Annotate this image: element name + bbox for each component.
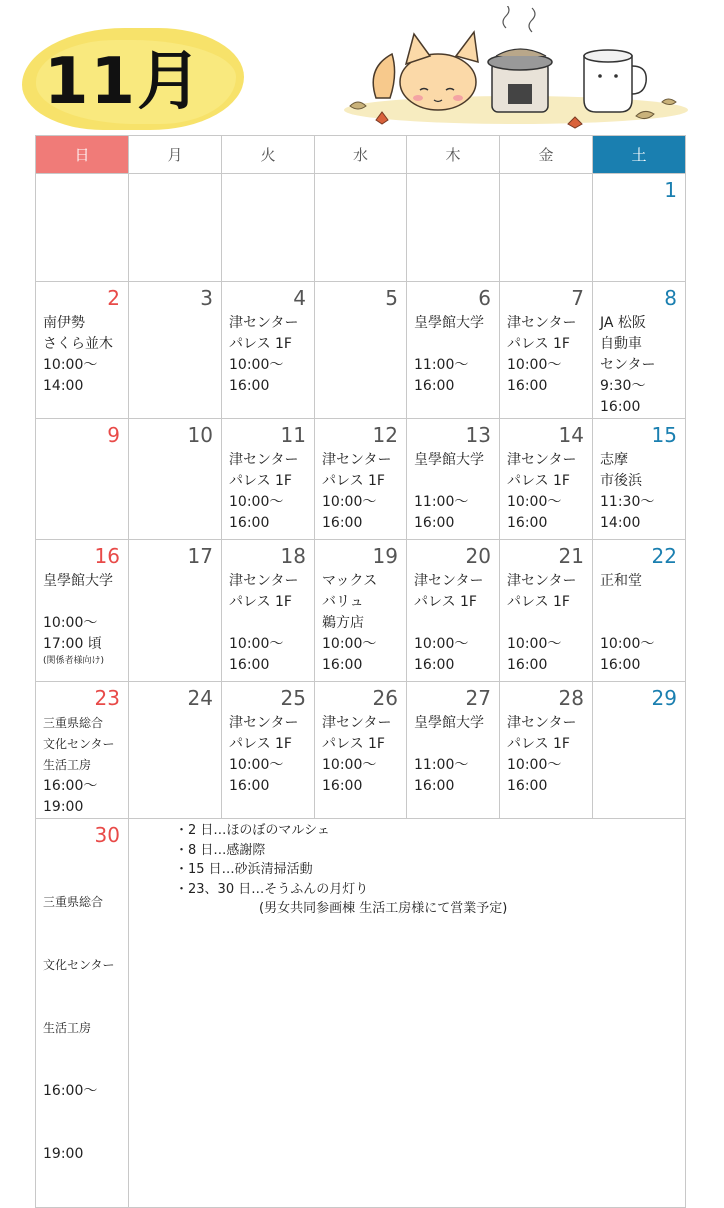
event-line: 文化センター <box>43 737 115 751</box>
event-line: パレス 1F <box>414 594 477 610</box>
event-line: パレス 1F <box>507 594 570 610</box>
event-line: 14:00 <box>600 515 641 531</box>
day-cell <box>315 419 407 540</box>
day-number: 23 <box>94 686 120 710</box>
event-line: 10:00〜 <box>414 636 469 652</box>
event-line: 16:00 <box>414 515 455 531</box>
event-line: 津センター <box>229 315 299 331</box>
event-line: 10:00〜 <box>507 636 562 652</box>
event-text <box>222 710 314 797</box>
day-cell <box>129 682 222 819</box>
event-line <box>507 613 592 634</box>
weekday-thu: 木 <box>407 136 500 174</box>
event-line: 10:00〜 <box>229 636 284 652</box>
event-text <box>407 447 499 534</box>
note-item: ・8 日…感謝際 <box>175 842 266 858</box>
day-cell <box>222 419 315 540</box>
day-number: 2 <box>107 286 120 310</box>
event-line: 11:00〜 <box>414 494 469 510</box>
day-number: 14 <box>558 423 584 447</box>
day-number: 10 <box>187 423 213 447</box>
event-line: 津センター <box>322 452 392 468</box>
week-row <box>36 540 686 682</box>
day-number: 1 <box>664 178 677 202</box>
day-number <box>500 174 592 178</box>
week-row <box>36 419 686 540</box>
event-line: 11:00〜 <box>414 757 469 773</box>
event-line: 16:00 <box>229 778 270 794</box>
event-text <box>407 568 499 676</box>
notes-cell <box>129 819 686 1208</box>
event-line: 16:00 <box>600 399 641 415</box>
event-line: 三重県総合 <box>43 716 104 730</box>
event-text <box>500 710 592 797</box>
event-line: 16:00 <box>414 657 455 673</box>
month-title: 11月 <box>44 45 204 119</box>
event-line: 11:30〜 <box>600 494 655 510</box>
note-item: ・2 日…ほのぼのマルシェ <box>175 823 330 838</box>
event-line: 生活工房 <box>43 1021 92 1035</box>
event-line: 津センター <box>229 573 299 589</box>
day-cell <box>315 282 407 419</box>
event-text <box>500 447 592 534</box>
week-row <box>36 682 686 819</box>
event-line: パレス 1F <box>229 336 292 352</box>
event-line <box>600 613 685 634</box>
day-number: 29 <box>651 686 677 710</box>
day-cell <box>593 682 686 819</box>
day-cell <box>407 540 500 682</box>
event-line: パレス 1F <box>507 736 570 752</box>
event-line: 鵜方店 <box>322 615 364 631</box>
event-line <box>600 592 685 613</box>
event-line: センター <box>600 357 656 373</box>
event-text <box>500 310 592 397</box>
event-line: 津センター <box>414 573 484 589</box>
event-line <box>229 613 314 634</box>
event-line: 16:00 <box>600 657 641 673</box>
event-line: 16:00 <box>229 378 270 394</box>
event-line: パレス 1F <box>507 473 570 489</box>
day-cell <box>315 540 407 682</box>
week-row <box>36 174 686 282</box>
weekday-tue: 火 <box>222 136 315 174</box>
event-line: 10:00〜 <box>229 757 284 773</box>
event-text <box>222 310 314 397</box>
day-cell <box>36 174 129 282</box>
event-line: 9:30〜 <box>600 378 646 394</box>
event-line: 16:00 <box>229 657 270 673</box>
event-line: 10:00〜 <box>43 615 98 631</box>
week-row <box>36 282 686 419</box>
event-line: 16:00 <box>507 378 548 394</box>
day-number: 4 <box>293 286 306 310</box>
day-number: 17 <box>187 544 213 568</box>
day-cell <box>36 819 129 1208</box>
event-line: 10:00〜 <box>507 494 562 510</box>
event-line: 10:00〜 <box>229 357 284 373</box>
event-line: 市後浜 <box>600 473 642 489</box>
day-cell <box>407 282 500 419</box>
day-cell <box>129 540 222 682</box>
event-line: 11:00〜 <box>414 357 469 373</box>
day-number: 30 <box>94 823 120 847</box>
event-text <box>222 447 314 534</box>
event-line: 10:00〜 <box>507 357 562 373</box>
event-text <box>36 847 128 1207</box>
day-cell <box>222 540 315 682</box>
event-line: 10:00〜 <box>322 636 377 652</box>
event-line: 17:00 頃 <box>43 636 102 652</box>
event-note: (関係者様向け) <box>43 656 105 666</box>
weekday-sat: 土 <box>593 136 686 174</box>
day-number: 7 <box>571 286 584 310</box>
note-item: ・23、30 日…そうふんの月灯り <box>175 881 369 897</box>
day-cell <box>593 282 686 419</box>
day-cell <box>593 419 686 540</box>
event-line <box>414 613 499 634</box>
day-number: 20 <box>465 544 491 568</box>
event-line: 正和堂 <box>600 573 642 589</box>
day-cell <box>500 419 593 540</box>
event-line: 16:00 <box>507 515 548 531</box>
header <box>0 0 724 136</box>
event-text <box>593 310 685 418</box>
event-line: マックス <box>322 573 378 589</box>
day-cell <box>500 682 593 819</box>
day-number: 5 <box>385 286 398 310</box>
event-line: 16:00〜 <box>43 778 98 794</box>
day-cell <box>407 682 500 819</box>
event-line: 津センター <box>507 715 577 731</box>
day-number: 24 <box>187 686 213 710</box>
event-line: 皇學館大学 <box>43 573 113 589</box>
day-cell <box>593 174 686 282</box>
event-text <box>500 568 592 676</box>
event-text <box>315 568 406 676</box>
day-number: 3 <box>200 286 213 310</box>
day-cell <box>36 282 129 419</box>
event-text <box>593 568 685 676</box>
event-line: パレス 1F <box>507 336 570 352</box>
weekday-mon: 月 <box>129 136 222 174</box>
event-line: 10:00〜 <box>322 757 377 773</box>
event-line <box>414 334 499 355</box>
day-number <box>407 174 499 178</box>
event-line: パレス 1F <box>229 473 292 489</box>
week-row-last <box>36 819 686 1208</box>
event-text <box>36 568 128 667</box>
day-cell <box>222 682 315 819</box>
event-line: 志摩 <box>600 452 628 468</box>
event-text <box>407 710 499 797</box>
day-cell <box>407 419 500 540</box>
event-line <box>414 734 499 755</box>
day-cell <box>36 419 129 540</box>
event-line: 生活工房 <box>43 758 92 772</box>
day-cell <box>500 540 593 682</box>
event-line: 三重県総合 <box>43 895 104 909</box>
event-line: 10:00〜 <box>600 636 655 652</box>
weekday-header-row <box>36 136 686 174</box>
day-cell <box>36 540 129 682</box>
event-line: 津センター <box>507 452 577 468</box>
day-number: 9 <box>107 423 120 447</box>
day-cell <box>129 419 222 540</box>
day-number <box>315 174 406 178</box>
day-cell <box>222 174 315 282</box>
day-cell <box>315 174 407 282</box>
day-number: 8 <box>664 286 677 310</box>
event-line: 皇學館大学 <box>414 452 484 468</box>
event-line: 津センター <box>507 573 577 589</box>
day-cell <box>407 174 500 282</box>
event-line: 10:00〜 <box>322 494 377 510</box>
day-number: 22 <box>651 544 677 568</box>
event-line: 津センター <box>322 715 392 731</box>
notes-list <box>129 819 685 919</box>
event-line: 16:00 <box>414 378 455 394</box>
day-cell <box>315 682 407 819</box>
event-line: 19:00 <box>43 1146 84 1162</box>
day-cell <box>129 174 222 282</box>
event-line: 16:00 <box>322 657 363 673</box>
event-line: パレス 1F <box>322 736 385 752</box>
day-cell <box>500 282 593 419</box>
event-line: 16:00 <box>507 657 548 673</box>
event-line: 10:00〜 <box>229 494 284 510</box>
day-number <box>36 174 128 178</box>
note-item: ・15 日…砂浜清掃活動 <box>175 862 313 877</box>
day-cell <box>500 174 593 282</box>
event-line: 16:00 <box>229 515 270 531</box>
day-number: 25 <box>280 686 306 710</box>
event-line <box>414 471 499 492</box>
event-line: パレス 1F <box>322 473 385 489</box>
day-number: 16 <box>94 544 120 568</box>
day-number: 21 <box>558 544 584 568</box>
day-number: 19 <box>372 544 398 568</box>
event-text <box>315 447 406 534</box>
day-number: 28 <box>558 686 584 710</box>
event-line: 10:00〜 <box>507 757 562 773</box>
event-line: 10:00〜 <box>43 357 98 373</box>
fox-and-grill-illustration <box>336 6 692 134</box>
day-number: 6 <box>478 286 491 310</box>
event-line: 皇學館大学 <box>414 315 484 331</box>
event-line: 南伊勢 <box>43 315 85 331</box>
event-line: 自動車 <box>600 336 642 352</box>
event-line: さくら並木 <box>43 336 113 352</box>
event-line: 16:00〜 <box>43 1083 98 1099</box>
weekday-fri: 金 <box>500 136 593 174</box>
event-text <box>593 447 685 534</box>
event-text <box>407 310 499 397</box>
weekday-wed: 水 <box>315 136 407 174</box>
event-text <box>36 710 128 818</box>
event-line: 津センター <box>229 452 299 468</box>
event-line <box>43 592 128 613</box>
event-text <box>36 310 128 397</box>
day-cell <box>129 282 222 419</box>
day-number <box>222 174 314 178</box>
event-line: 16:00 <box>322 515 363 531</box>
event-line: 16:00 <box>507 778 548 794</box>
event-line: 皇學館大学 <box>414 715 484 731</box>
event-line: 14:00 <box>43 378 84 394</box>
event-line: 19:00 <box>43 799 84 815</box>
event-line: バリュ <box>322 594 364 610</box>
calendar-grid <box>35 135 686 1208</box>
day-cell <box>222 282 315 419</box>
day-number: 27 <box>465 686 491 710</box>
day-number: 18 <box>280 544 306 568</box>
event-text <box>222 568 314 676</box>
day-number: 26 <box>372 686 398 710</box>
day-cell <box>36 682 129 819</box>
event-line: パレス 1F <box>229 594 292 610</box>
day-number: 11 <box>280 423 306 447</box>
event-line: 文化センター <box>43 958 115 972</box>
event-text <box>315 710 406 797</box>
day-number: 13 <box>465 423 491 447</box>
day-cell <box>593 540 686 682</box>
event-line: 津センター <box>507 315 577 331</box>
event-line: 津センター <box>229 715 299 731</box>
day-number <box>129 174 221 178</box>
weekday-sun: 日 <box>36 136 129 174</box>
note-subtext: (男女共同参画棟 生活工房様にて営業予定) <box>259 901 508 916</box>
event-line: 16:00 <box>414 778 455 794</box>
event-line: 16:00 <box>322 778 363 794</box>
event-line: JA 松阪 <box>600 315 646 331</box>
day-number: 12 <box>372 423 398 447</box>
event-line: パレス 1F <box>229 736 292 752</box>
day-number: 15 <box>651 423 677 447</box>
